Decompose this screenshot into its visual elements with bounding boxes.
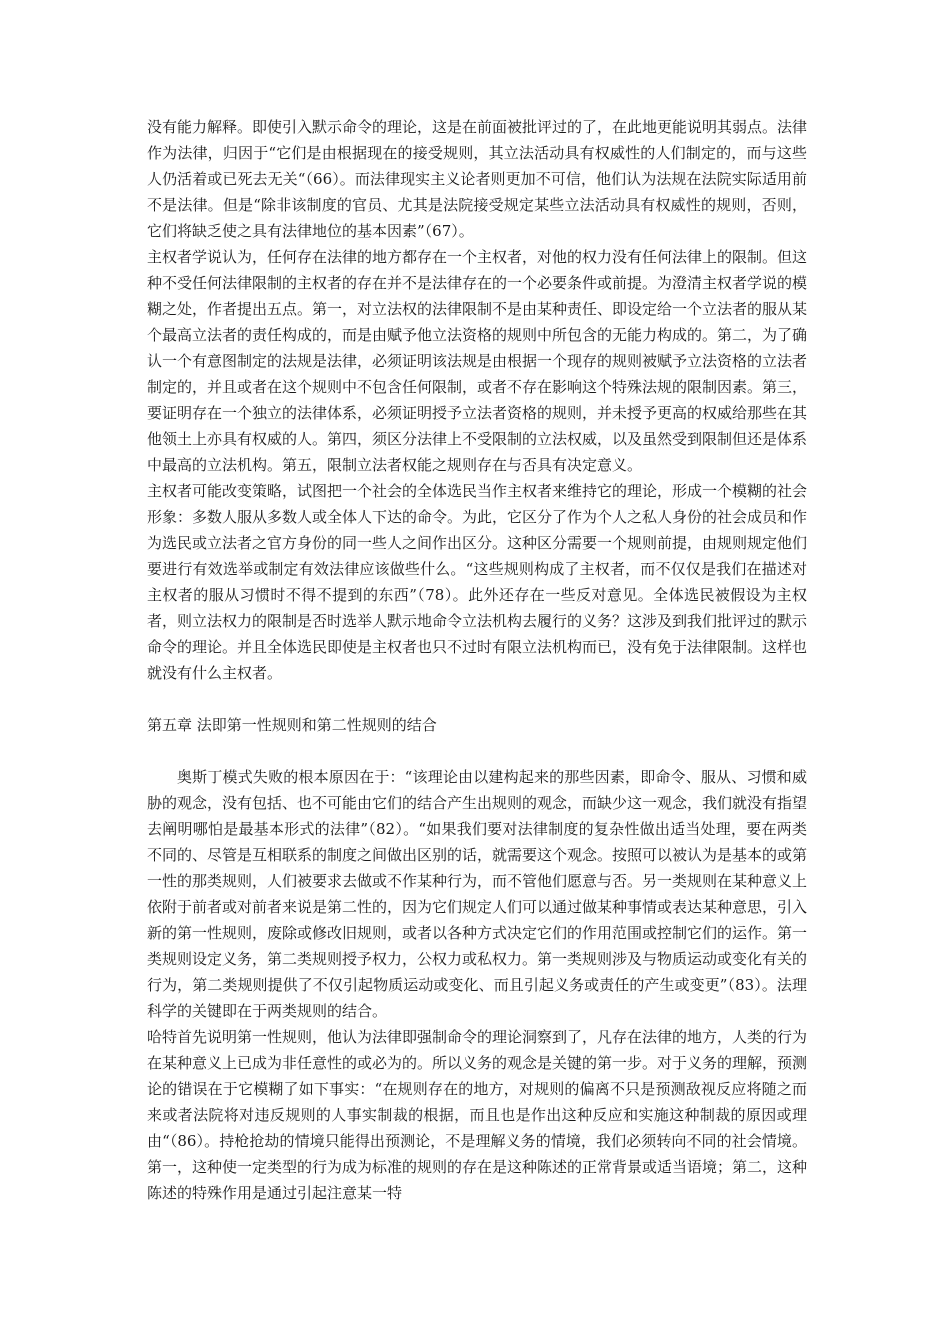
paragraph-austin-model: 奥斯丁模式失败的根本原因在于：“该理论由以建构起来的那些因素，即命令、服从、习惯和威胁的观念，没有包括、也不可能由它们的结合产生出规则的观念，而缺少这一观念，我们就没有指望去阐明哪怕是最基本形式的法律”（82）。“如果我们要对法律制度的复杂性做出适当处理，要在两类不同的、尽管是互相联系的制度之间做出区别的话，就需要这个观念。按照可以被认为是基本的或第一性的那类规则，人们被要求去做或不作某种行为，而不管他们愿意与否。另一类规则在某种意义上依附于前者或对前者来说是第二性的，因为它们规定人们可以通过做某种事情或表达某种意思，引入新的第一性规则，废除或修改旧规则，或者以各种方式决定它们的作用范围或控制它们的运作。第一类规则设定义务，第二类规则授予权力，公权力或私权力。第一类规则涉及与物质运动或变化有关的行为，第二类规则提供了不仅引起物质运动或变化、而且引起义务或责任的产生或变更”（83）。法理科学的关键即在于两类规则的结合。: [147, 768, 808, 1020]
paragraph-primary-rules: 哈特首先说明第一性规则，他认为法律即强制命令的理论洞察到了，凡存在法律的地方，人类的行为在某种意义上已成为非任意性的或必为的。所以义务的观念是关键的第一步。对于义务的理解，预测论的错误在于它模糊了如下事实：“在规则存在的地方，对规则的偏离不只是预测敌视反应将随之而来或者法院将对违反规则的人事实制裁的根据，而且也是作出这种反应和实施这种制裁的原因或理由“（86）。持枪抢劫的情境只能得出预测论，不是理解义务的情境，我们必须转向不同的社会情境。第一，这种使一定类型的行为成为标准的规则的存在是这种陈述的正常背景或适当语境；第二，这种陈述的特殊作用是通过引起注意某一特: [147, 1028, 808, 1202]
paragraph-implied-command: 没有能力解释。即使引入默示命令的理论，这是在前面被批评过的了，在此地更能说明其弱点。法律作为法律，归因于“它们是由根据现在的接受规则，其立法活动具有权威性的人们制定的，而与这些人仍活着或已死去无关“（66）。而法律现实主义论者则更加不可信，他们认为法规在法院实际适用前不是法律。但是“除非该制度的官员、尤其是法院接受规定某些立法活动具有权威性的规则，否则，它们将缺乏使之具有法律地位的基本因素”（67）。: [147, 118, 808, 240]
paragraph-sovereign-doctrine: 主权者学说认为，任何存在法律的地方都存在一个主权者，对他的权力没有任何法律上的限制。但这种不受任何法律限制的主权者的存在并不是法律存在的一个必要条件或前提。为澄清主权者学说的模糊之处，作者提出五点。第一，对立法权的法律限制不是由某种责任、即设定给一个立法者的服从某个最高立法者的责任构成的，而是由赋予他立法资格的规则中所包含的无能力构成的。第二，为了确认一个有意图制定的法规是法律，必须证明该法规是由根据一个现存的规则被赋予立法资格的立法者制定的，并且或者在这个规则中不包含任何限制，或者不存在影响这个特殊法规的限制因素。第三，要证明存在一个独立的法律体系，必须证明授予立法者资格的规则，并未授予更高的权威给那些在其他领土上亦具有权威的人。第四，须区分法律上不受限制的立法权威，以及虽然受到限制但还是体系中最高的立法机构。第五，限制立法者权能之规则存在与否具有决定意义。: [147, 248, 808, 474]
paragraph-electorate-sovereign: 主权者可能改变策略，试图把一个社会的全体选民当作主权者来维持它的理论，形成一个模糊的社会形象：多数人服从多数人或全体人下达的命令。为此，它区分了作为个人之私人身份的社会成员和作为选民或立法者之官方身份的同一些人之间作出区分。这种区分需要一个规则前提，由规则规定他们要进行有效选举或制定有效法律应该做些什么。“这些规则构成了主权者，而不仅仅是我们在描述对主权者的服从习惯时不得不提到的东西”（78）。此外还存在一些反对意见。全体选民被假设为主权者，则立法权力的限制是否时选举人默示地命令立法机构去履行的义务？这涉及到我们批评过的默示命令的理论。并且全体选民即使是主权者也只不过时有限立法机构而已，没有免于法律限制。这样也就没有什么主权者。: [147, 482, 808, 682]
document-page: [147, 114, 807, 1206]
chapter-title: 第五章 法即第一性规则和第二性规则的结合: [147, 716, 437, 734]
